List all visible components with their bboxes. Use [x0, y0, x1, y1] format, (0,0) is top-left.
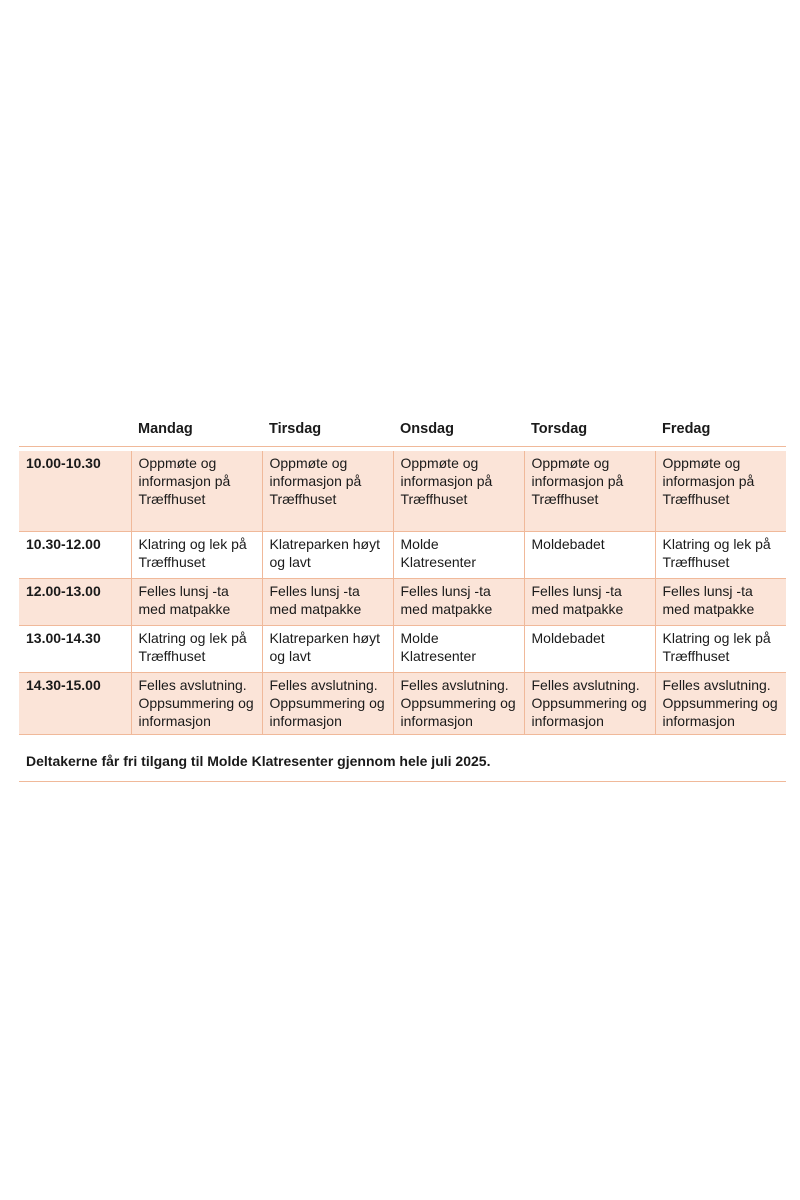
- header-row: [19, 412, 786, 447]
- activity-cell: Klatring og lek på Træffhuset: [655, 532, 786, 579]
- table-row: [19, 451, 786, 532]
- header-thursday: Torsdag: [524, 412, 655, 447]
- time-slot: 13.00-14.30: [19, 626, 131, 673]
- schedule-footnote: Deltakerne får fri tilgang til Molde Klatresenter gjennom hele juli 2025.: [19, 735, 786, 782]
- header-time: [19, 412, 131, 447]
- time-slot: 10.30-12.00: [19, 532, 131, 579]
- table-row: [19, 532, 786, 579]
- activity-cell: Felles avslutning. Oppsummering og informasjon: [262, 673, 393, 735]
- activity-cell: Felles lunsj -ta med matpakke: [655, 579, 786, 626]
- time-slot: 14.30-15.00: [19, 673, 131, 735]
- activity-cell: Oppmøte og informasjon på Træffhuset: [393, 451, 524, 532]
- header-tuesday: Tirsdag: [262, 412, 393, 447]
- header-friday: Fredag: [655, 412, 786, 447]
- activity-cell: Klatreparken høyt og lavt: [262, 532, 393, 579]
- activity-cell: Moldebadet: [524, 532, 655, 579]
- time-slot: 10.00-10.30: [19, 451, 131, 532]
- time-slot: 12.00-13.00: [19, 579, 131, 626]
- activity-cell: Felles lunsj -ta med matpakke: [393, 579, 524, 626]
- activity-cell: Klatring og lek på Træffhuset: [131, 532, 262, 579]
- activity-cell: Moldebadet: [524, 626, 655, 673]
- activity-cell: Felles lunsj -ta med matpakke: [131, 579, 262, 626]
- activity-cell: Oppmøte og informasjon på Træffhuset: [655, 451, 786, 532]
- weekly-schedule-table: [19, 412, 786, 735]
- activity-cell: Felles lunsj -ta med matpakke: [524, 579, 655, 626]
- activity-cell: Felles avslutning. Oppsummering og informasjon: [131, 673, 262, 735]
- activity-cell: Oppmøte og informasjon på Træffhuset: [262, 451, 393, 532]
- activity-cell: Felles avslutning. Oppsummering og informasjon: [655, 673, 786, 735]
- activity-cell: Oppmøte og informasjon på Træffhuset: [524, 451, 655, 532]
- activity-cell: Klatring og lek på Træffhuset: [655, 626, 786, 673]
- table-row: [19, 673, 786, 735]
- activity-cell: Molde Klatresenter: [393, 626, 524, 673]
- table-row: [19, 626, 786, 673]
- table-row: [19, 579, 786, 626]
- activity-cell: Felles avslutning. Oppsummering og informasjon: [524, 673, 655, 735]
- activity-cell: Felles lunsj -ta med matpakke: [262, 579, 393, 626]
- activity-cell: Felles avslutning. Oppsummering og informasjon: [393, 673, 524, 735]
- activity-cell: Molde Klatresenter: [393, 532, 524, 579]
- schedule-section: [19, 412, 786, 782]
- header-wednesday: Onsdag: [393, 412, 524, 447]
- activity-cell: Klatring og lek på Træffhuset: [131, 626, 262, 673]
- header-monday: Mandag: [131, 412, 262, 447]
- activity-cell: Klatreparken høyt og lavt: [262, 626, 393, 673]
- activity-cell: Oppmøte og informasjon på Træffhuset: [131, 451, 262, 532]
